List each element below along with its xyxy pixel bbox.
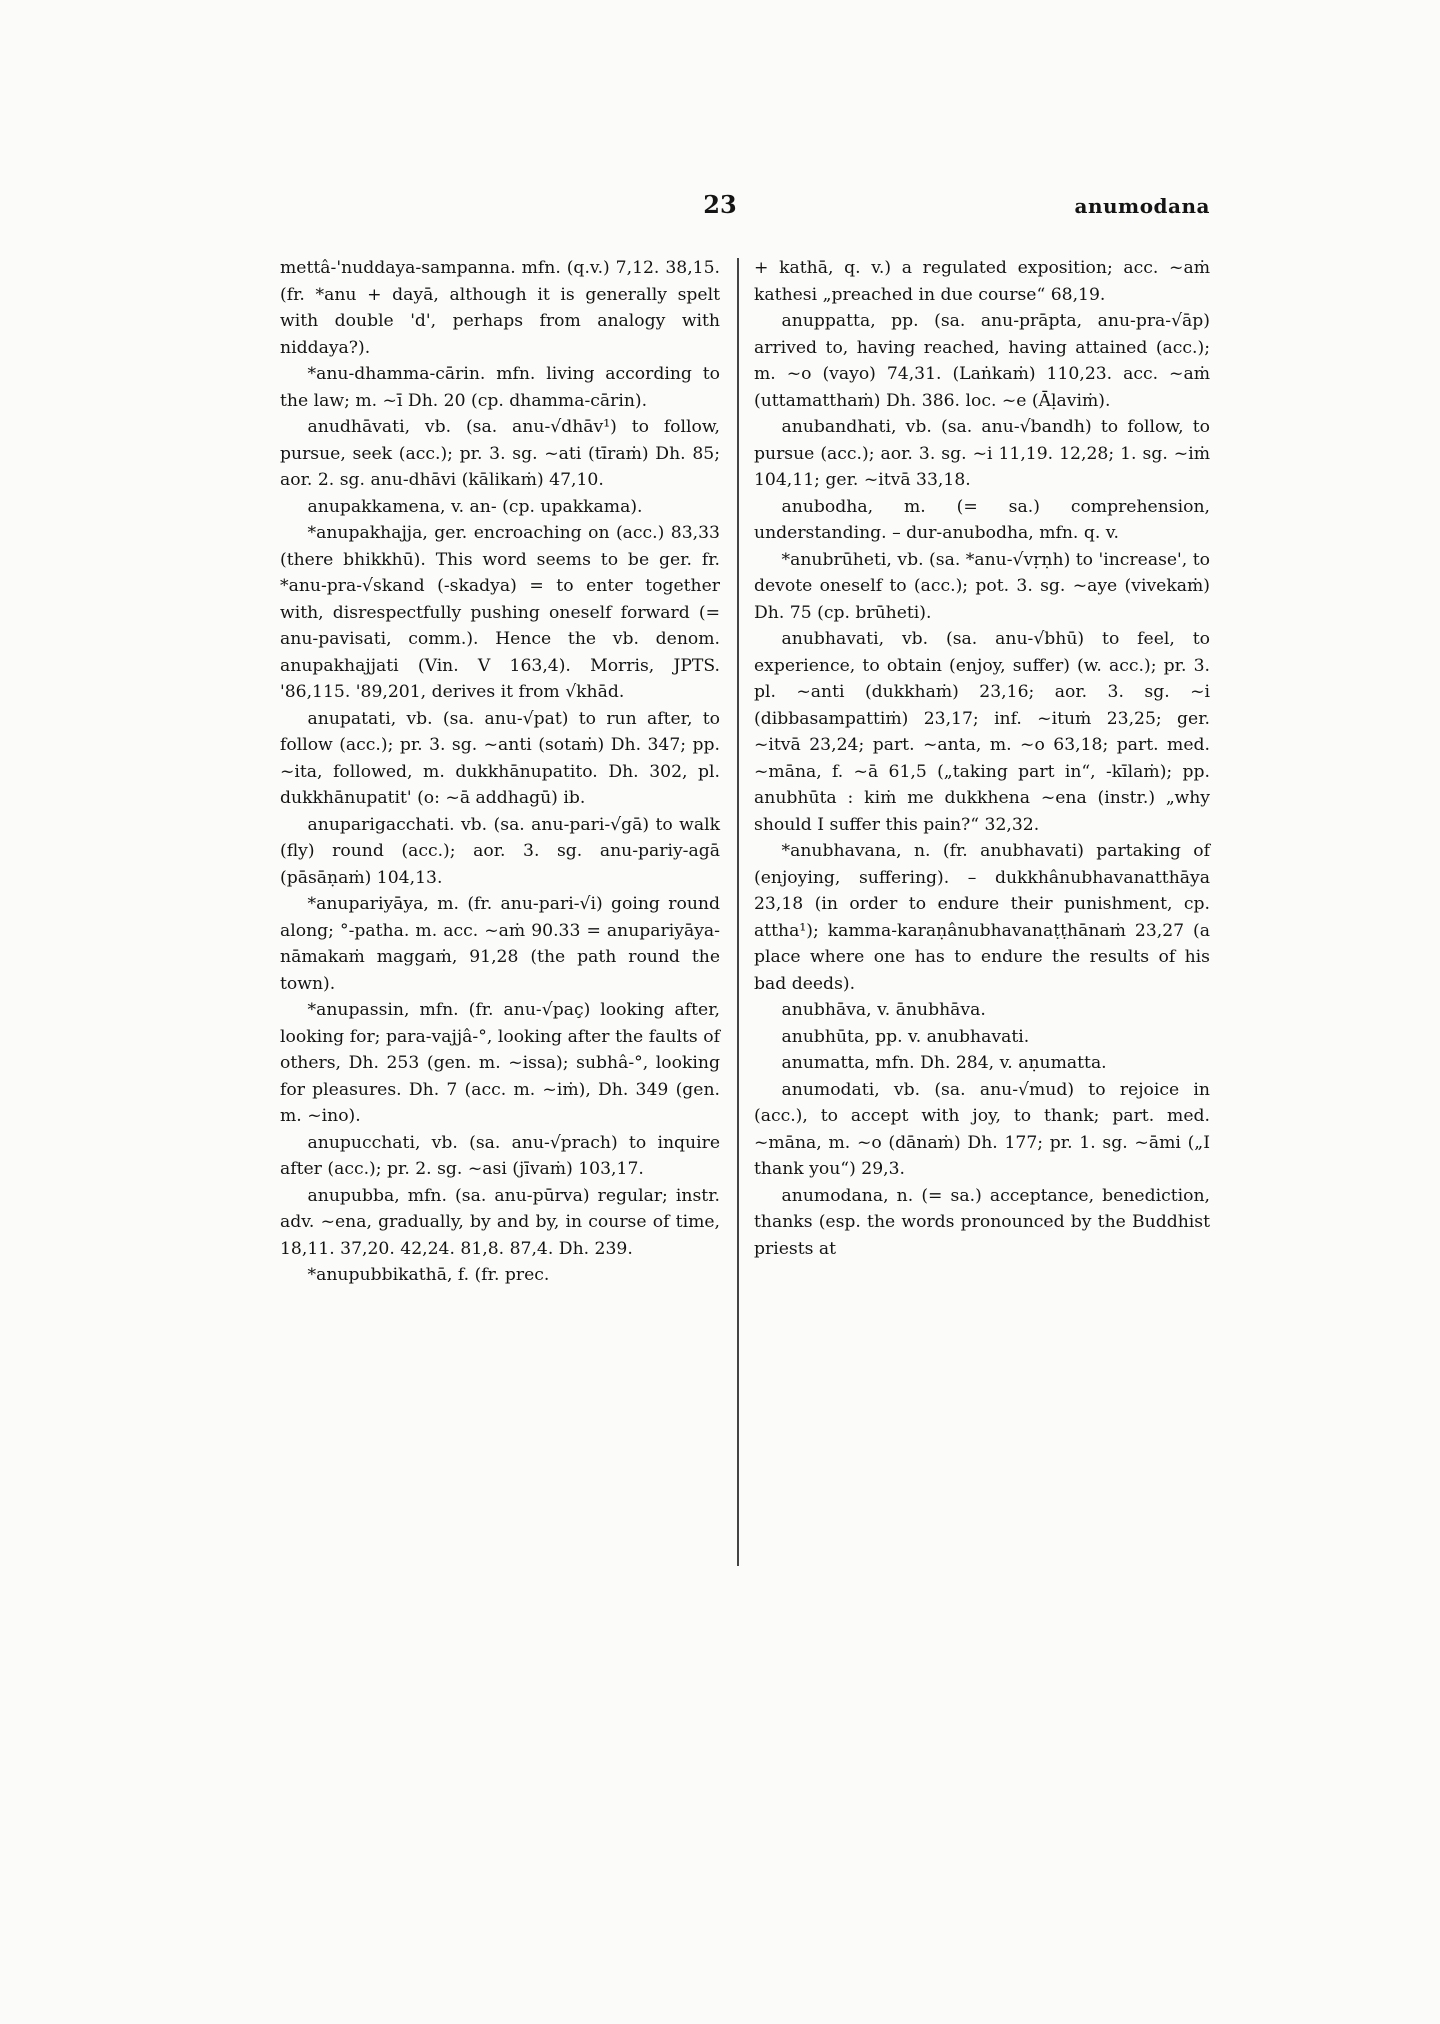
dictionary-entry: anupubba, mfn. (sa. anu-pūrva) regular; instr. adv. ~ena, gradually, by and by, in course of time, 18,11. 37,20. 42,24. 81,8. 87,4. Dh. 239.: [280, 1185, 720, 1259]
dictionary-entry: *anupariyāya, m. (fr. anu-pari-√i) going round along; °-patha. m. acc. ~aṁ 90.33 = anupariyāya-nāmakaṁ maggaṁ, 91,28 (the path round the town).: [280, 894, 720, 994]
dictionary-entry: anuppatta, pp. (sa. anu-prāpta, anu-pra-√āp) arrived to, having reached, having attained (acc.); m. ~o (vayo) 74,31. (Laṅkaṁ) 110,23. acc. ~aṁ (uttamatthaṁ) Dh. 386. loc. ~e (Āḷaviṁ).: [754, 311, 1210, 411]
dictionary-entry: anubhavati, vb. (sa. anu-√bhū) to feel, to experience, to obtain (enjoy, suffer) (w. acc.); pr. 3. pl. ~anti (dukkhaṁ) 23,16; aor. 3. sg. ~i (dibbasampattiṁ) 23,17; inf. ~ituṁ 23,25; ger. ~itvā 23,24; part. ~anta, m. ~o 63,18; part. med. ~māna, f. ~ā 61,5 („taking part in“, -kīlaṁ); pp. anubhūta : kiṁ me dukkhena ~ena (instr.) „why should I suffer this pain?“ 32,32.: [754, 629, 1210, 835]
page-number: 23: [703, 190, 737, 219]
dictionary-entry: + kathā, q. v.) a regulated exposition; acc. ~aṁ kathesi „preached in due course“ 68,19.: [754, 258, 1210, 305]
dictionary-entry: anubandhati, vb. (sa. anu-√bandh) to follow, to pursue (acc.); aor. 3. sg. ~i 11,19. 12,28; 1. sg. ~iṁ 104,11; ger. ~itvā 33,18.: [754, 417, 1210, 490]
dictionary-entry: anuparigacchati. vb. (sa. anu-pari-√gā) to walk (fly) round (acc.); aor. 3. sg. anu-pariy-agā (pāsāṇaṁ) 104,13.: [280, 814, 720, 888]
dictionary-entry: anudhāvati, vb. (sa. anu-√dhāv¹) to follow, pursue, seek (acc.); pr. 3. sg. ~ati (tīraṁ) Dh. 85; aor. 2. sg. anu-dhāvi (kālikaṁ) 47,10.: [280, 417, 720, 490]
dictionary-entry: *anupakhajja, ger. encroaching on (acc.) 83,33 (there bhikkhū). This word seems to be ger. fr. *anu-pra-√skand (-skadya) = to enter together with, disrespectfully pushing oneself forward (= anu-pavisati, comm.). Hence the vb. denom. anupakhajjati (Vin. V 163,4). Morris, JPTS. '86,115. '89,201, derives it from √khād.: [280, 523, 720, 702]
dictionary-entry: anupucchati, vb. (sa. anu-√prach) to inquire after (acc.); pr. 2. sg. ~asi (jīvaṁ) 103,17.: [280, 1132, 720, 1179]
left-column: [280, 255, 720, 1289]
dictionary-entry: anubodha, m. (= sa.) comprehension, understanding. – dur-anubodha, mfn. q. v.: [754, 496, 1210, 543]
dictionary-entry: *anubrūheti, vb. (sa. *anu-√vṛṇh) to 'increase', to devote oneself to (acc.); pot. 3. sg. ~aye (vivekaṁ) Dh. 75 (cp. brūheti).: [754, 549, 1210, 623]
dictionary-entry: anupatati, vb. (sa. anu-√pat) to run after, to follow (acc.); pr. 3. sg. ~anti (sotaṁ) Dh. 347; pp. ~ita, followed, m. dukkhānupatito. Dh. 302, pl. dukkhānupatit' (o: ~ā addhagū) ib.: [280, 708, 720, 808]
dictionary-entry: mettâ-'nuddaya-sampanna. mfn. (q.v.) 7,12. 38,15. (fr. *anu + dayā, although it is generally spelt with double 'd', perhaps from analogy with niddaya?).: [280, 258, 720, 358]
dictionary-entry: anubhāva, v. ānubhāva.: [781, 1000, 986, 1020]
dictionary-entry: anupakkamena, v. an- (cp. upakkama).: [307, 496, 643, 517]
dictionary-entry: anumatta, mfn. Dh. 284, v. aṇumatta.: [781, 1053, 1107, 1073]
running-head: anumodana: [1074, 194, 1210, 218]
dictionary-entry: *anu-dhamma-cārin. mfn. living according to the law; m. ~ī Dh. 20 (cp. dhamma-cārin).: [280, 364, 720, 411]
column-divider: [737, 258, 739, 1566]
dictionary-entry: *anupubbikathā, f. (fr. prec.: [307, 1265, 550, 1285]
dictionary-entry: anumodati, vb. (sa. anu-√mud) to rejoice in (acc.), to accept with joy, to thank; part. med. ~māna, m. ~o (dānaṁ) Dh. 177; pr. 1. sg. ~āmi („I thank you“) 29,3.: [754, 1079, 1210, 1179]
right-column: [754, 255, 1210, 1262]
dictionary-entry: *anupassin, mfn. (fr. anu-√paç) looking after, looking for; para-vajjâ-°, looking after the faults of others, Dh. 253 (gen. m. ~issa); subhâ-°, looking for pleasures. Dh. 7 (acc. m. ~iṁ), Dh. 349 (gen. m. ~ino).: [280, 1000, 720, 1126]
dictionary-entry: anumodana, n. (= sa.) acceptance, benediction, thanks (esp. the words pronounced by the Buddhist priests at: [754, 1185, 1210, 1259]
dictionary-entry: anubhūta, pp. v. anubhavati.: [781, 1026, 1030, 1047]
dictionary-entry: *anubhavana, n. (fr. anubhavati) partaking of (enjoying, suffering). – dukkhânubhavanatthāya 23,18 (in order to endure their punishment, cp. attha¹); kamma-karaṇânubhavanaṭṭhānaṁ 23,27 (a place where one has to endure the results of his bad deeds).: [754, 841, 1210, 994]
